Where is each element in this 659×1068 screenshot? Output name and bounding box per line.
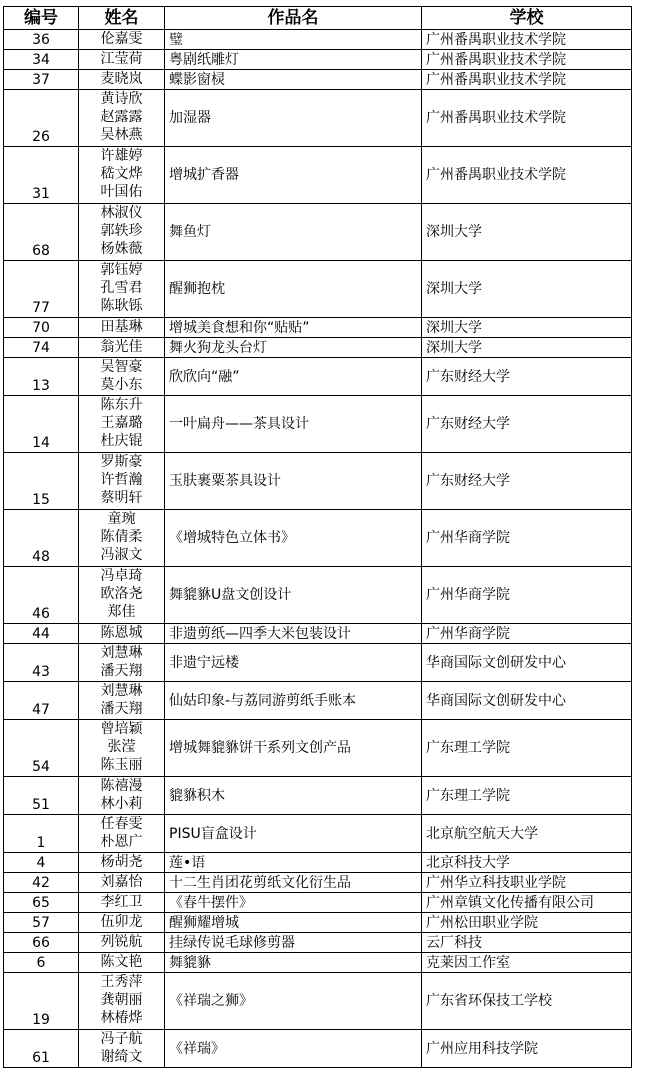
entries-table xyxy=(3,6,632,1068)
entry-work-title: 《增城特色立体书》 xyxy=(165,510,422,567)
entry-names xyxy=(79,90,165,147)
author-name: 潘天翔 xyxy=(100,663,143,679)
entry-school: 深圳大学 xyxy=(422,338,632,358)
entry-work-title: 增城美食想和你“贴贴” xyxy=(165,318,422,338)
entry-work-title: 非遗宁远楼 xyxy=(165,644,422,682)
entry-work-title: 舞貔貅 xyxy=(165,953,422,973)
author-name: 杨姝薇 xyxy=(100,241,143,257)
entry-number: 37 xyxy=(4,70,79,90)
entry-number: 51 xyxy=(4,777,79,815)
entry-school: 广州应用科技学院 xyxy=(422,1030,632,1068)
entry-school: 广东理工学院 xyxy=(422,777,632,815)
author-name: 王秀萍 xyxy=(100,974,143,990)
author-name: 陈文艳 xyxy=(100,954,143,970)
author-name: 林淑仪 xyxy=(100,205,143,221)
entry-names xyxy=(79,682,165,720)
table-row xyxy=(4,261,632,318)
entry-school: 广州章镇文化传播有限公司 xyxy=(422,893,632,913)
author-name: 林椿烨 xyxy=(100,1010,143,1026)
entry-work-title: 加湿器 xyxy=(165,90,422,147)
table-row xyxy=(4,624,632,644)
entry-school: 广东理工学院 xyxy=(422,720,632,777)
entry-work-title: 蝶影窗棂 xyxy=(165,70,422,90)
author-name: 曾培颖 xyxy=(100,721,143,737)
entry-names xyxy=(79,204,165,261)
entry-number: 26 xyxy=(4,90,79,147)
entry-school: 云厂科技 xyxy=(422,933,632,953)
table-row xyxy=(4,396,632,453)
entry-number: 68 xyxy=(4,204,79,261)
table-row xyxy=(4,953,632,973)
entry-work-title: 莲•语 xyxy=(165,853,422,873)
author-name: 孔雪君 xyxy=(100,280,143,296)
author-name: 李红卫 xyxy=(100,894,143,910)
author-name: 赵露露 xyxy=(100,109,143,125)
entry-names xyxy=(79,953,165,973)
entry-work-title: 醒狮耀增城 xyxy=(165,913,422,933)
entry-school: 广州松田职业学院 xyxy=(422,913,632,933)
entry-school: 北京航空航天大学 xyxy=(422,815,632,853)
entry-work-title: 舞火狗龙头台灯 xyxy=(165,338,422,358)
author-name: 叶国佑 xyxy=(100,184,143,200)
header-num: 编号 xyxy=(4,7,79,30)
entry-school: 深圳大学 xyxy=(422,318,632,338)
author-name: 郑佳 xyxy=(107,604,136,620)
author-name: 郭钰婷 xyxy=(100,262,143,278)
table-row xyxy=(4,358,632,396)
entry-names xyxy=(79,453,165,510)
entry-school: 深圳大学 xyxy=(422,204,632,261)
entry-number: 42 xyxy=(4,873,79,893)
entry-number: 46 xyxy=(4,567,79,624)
header-school: 学校 xyxy=(422,7,632,30)
entry-work-title: 醒狮抱枕 xyxy=(165,261,422,318)
entry-names xyxy=(79,777,165,815)
author-name: 刘慧琳 xyxy=(100,645,143,661)
entry-number: 34 xyxy=(4,50,79,70)
entry-names xyxy=(79,873,165,893)
entry-school: 北京科技大学 xyxy=(422,853,632,873)
table-row xyxy=(4,70,632,90)
entry-school: 广州番禺职业技术学院 xyxy=(422,90,632,147)
author-name: 龚朝丽 xyxy=(100,992,143,1008)
author-name: 王嘉璐 xyxy=(100,415,143,431)
entry-school: 广州华商学院 xyxy=(422,567,632,624)
entry-number: 54 xyxy=(4,720,79,777)
entry-work-title: PISU盲盒设计 xyxy=(165,815,422,853)
entry-names xyxy=(79,30,165,50)
entry-number: 48 xyxy=(4,510,79,567)
entry-number: 47 xyxy=(4,682,79,720)
table-row xyxy=(4,682,632,720)
entry-work-title: 增城舞貔貅饼干系列文创产品 xyxy=(165,720,422,777)
entry-number: 1 xyxy=(4,815,79,853)
entry-names xyxy=(79,893,165,913)
table-row xyxy=(4,50,632,70)
author-name: 田基琳 xyxy=(100,319,143,335)
table-row xyxy=(4,777,632,815)
entry-work-title: 欣欣向“融” xyxy=(165,358,422,396)
table-row xyxy=(4,853,632,873)
entry-number: 14 xyxy=(4,396,79,453)
author-name: 朴恩广 xyxy=(100,834,143,850)
entry-work-title: 璧 xyxy=(165,30,422,50)
entry-work-title: 舞鱼灯 xyxy=(165,204,422,261)
entry-work-title: 粤剧纸雕灯 xyxy=(165,50,422,70)
author-name: 欧洛尧 xyxy=(100,586,143,602)
table-row xyxy=(4,453,632,510)
entry-number: 61 xyxy=(4,1030,79,1068)
table-row xyxy=(4,338,632,358)
entry-names xyxy=(79,147,165,204)
entry-names xyxy=(79,261,165,318)
entry-school: 广东财经大学 xyxy=(422,358,632,396)
table-row xyxy=(4,913,632,933)
entry-number: 77 xyxy=(4,261,79,318)
entry-names xyxy=(79,815,165,853)
author-name: 嵇文烨 xyxy=(100,166,143,182)
author-name: 伦嘉雯 xyxy=(100,31,143,47)
header-row xyxy=(4,7,632,30)
entry-number: 4 xyxy=(4,853,79,873)
author-name: 张滢 xyxy=(107,739,136,755)
author-name: 蔡明轩 xyxy=(100,490,143,506)
entry-number: 15 xyxy=(4,453,79,510)
entry-names xyxy=(79,853,165,873)
entry-school: 克莱因工作室 xyxy=(422,953,632,973)
entry-number: 70 xyxy=(4,318,79,338)
table-row xyxy=(4,644,632,682)
entry-school: 广州番禺职业技术学院 xyxy=(422,147,632,204)
author-name: 黄诗欣 xyxy=(100,91,143,107)
entry-names xyxy=(79,510,165,567)
author-name: 冯卓琦 xyxy=(100,568,143,584)
table-row xyxy=(4,893,632,913)
entry-names xyxy=(79,973,165,1030)
author-name: 谢绮文 xyxy=(100,1049,143,1065)
table-row xyxy=(4,973,632,1030)
header-names: 姓名 xyxy=(79,7,165,30)
table-row xyxy=(4,147,632,204)
entry-school: 广东省环保技工学校 xyxy=(422,973,632,1030)
author-name: 童琬 xyxy=(107,511,136,527)
author-name: 郭轶珍 xyxy=(100,223,143,239)
author-name: 陈恩城 xyxy=(100,625,143,641)
author-name: 刘嘉怡 xyxy=(100,874,143,890)
entry-names xyxy=(79,644,165,682)
entry-school: 广州华商学院 xyxy=(422,624,632,644)
table-row xyxy=(4,1030,632,1068)
entry-work-title: 《祥瑞之狮》 xyxy=(165,973,422,1030)
author-name: 翁光佳 xyxy=(100,339,143,355)
entry-work-title: 《祥瑞》 xyxy=(165,1030,422,1068)
author-name: 许哲瀚 xyxy=(100,472,143,488)
entry-number: 6 xyxy=(4,953,79,973)
entry-school: 深圳大学 xyxy=(422,261,632,318)
entry-school: 华商国际文创研发中心 xyxy=(422,682,632,720)
entry-number: 43 xyxy=(4,644,79,682)
entry-number: 66 xyxy=(4,933,79,953)
table-row xyxy=(4,30,632,50)
entry-names xyxy=(79,318,165,338)
author-name: 陈禧漫 xyxy=(100,778,143,794)
entry-work-title: 一叶扁舟——茶具设计 xyxy=(165,396,422,453)
table-row xyxy=(4,720,632,777)
entry-work-title: 玉肤裹粟茶具设计 xyxy=(165,453,422,510)
entry-names xyxy=(79,624,165,644)
entry-names xyxy=(79,70,165,90)
entry-names xyxy=(79,50,165,70)
author-name: 莫小东 xyxy=(100,377,143,393)
author-name: 任春雯 xyxy=(100,816,143,832)
entry-number: 36 xyxy=(4,30,79,50)
author-name: 林小莉 xyxy=(100,796,143,812)
author-name: 冯子航 xyxy=(100,1031,143,1047)
entry-number: 74 xyxy=(4,338,79,358)
entry-work-title: 十二生肖团花剪纸文化衍生品 xyxy=(165,873,422,893)
author-name: 列锐航 xyxy=(100,934,143,950)
table-row xyxy=(4,204,632,261)
entry-number: 13 xyxy=(4,358,79,396)
table-row xyxy=(4,90,632,147)
author-name: 罗斯豪 xyxy=(100,454,143,470)
entry-work-title: 《春牛摆件》 xyxy=(165,893,422,913)
table-body xyxy=(4,30,632,1068)
entry-names xyxy=(79,567,165,624)
entry-number: 44 xyxy=(4,624,79,644)
entry-school: 广州华商学院 xyxy=(422,510,632,567)
author-name: 吴林燕 xyxy=(100,127,143,143)
entry-number: 31 xyxy=(4,147,79,204)
author-name: 陈耿铄 xyxy=(100,298,143,314)
table-row xyxy=(4,815,632,853)
entry-school: 广州华立科技职业学院 xyxy=(422,873,632,893)
entry-work-title: 增城扩香器 xyxy=(165,147,422,204)
entry-names xyxy=(79,913,165,933)
author-name: 陈东升 xyxy=(100,397,143,413)
entry-school: 广东财经大学 xyxy=(422,453,632,510)
entry-number: 65 xyxy=(4,893,79,913)
entry-names xyxy=(79,1030,165,1068)
author-name: 冯淑文 xyxy=(100,547,143,563)
author-name: 杜庆锟 xyxy=(100,433,143,449)
entry-names xyxy=(79,396,165,453)
entry-school: 广州番禺职业技术学院 xyxy=(422,70,632,90)
table-row xyxy=(4,510,632,567)
entry-names xyxy=(79,358,165,396)
entry-school: 广州番禺职业技术学院 xyxy=(422,50,632,70)
entry-names xyxy=(79,720,165,777)
table-row xyxy=(4,318,632,338)
table-row xyxy=(4,567,632,624)
entry-school: 广州番禺职业技术学院 xyxy=(422,30,632,50)
table-row xyxy=(4,933,632,953)
table-row xyxy=(4,873,632,893)
entry-number: 57 xyxy=(4,913,79,933)
entry-school: 华商国际文创研发中心 xyxy=(422,644,632,682)
author-name: 杨胡尧 xyxy=(100,854,143,870)
author-name: 江莹荷 xyxy=(100,51,143,67)
author-name: 潘天翔 xyxy=(100,701,143,717)
author-name: 陈倩柔 xyxy=(100,529,143,545)
entry-number: 19 xyxy=(4,973,79,1030)
author-name: 吴智豪 xyxy=(100,359,143,375)
author-name: 麦晓岚 xyxy=(100,71,143,87)
entry-work-title: 舞貔貅U盘文创设计 xyxy=(165,567,422,624)
author-name: 伍卯龙 xyxy=(100,914,143,930)
entry-school: 广东财经大学 xyxy=(422,396,632,453)
author-name: 陈玉丽 xyxy=(100,757,143,773)
entry-names xyxy=(79,933,165,953)
entry-work-title: 挂绿传说毛球修剪器 xyxy=(165,933,422,953)
author-name: 刘慧琳 xyxy=(100,683,143,699)
entry-work-title: 仙姑印象-与荔同游剪纸手账本 xyxy=(165,682,422,720)
entry-work-title: 貔貅积木 xyxy=(165,777,422,815)
entry-work-title: 非遗剪纸—四季大米包装设计 xyxy=(165,624,422,644)
entry-names xyxy=(79,338,165,358)
header-work: 作品名 xyxy=(165,7,422,30)
author-name: 许雄婷 xyxy=(100,148,143,164)
